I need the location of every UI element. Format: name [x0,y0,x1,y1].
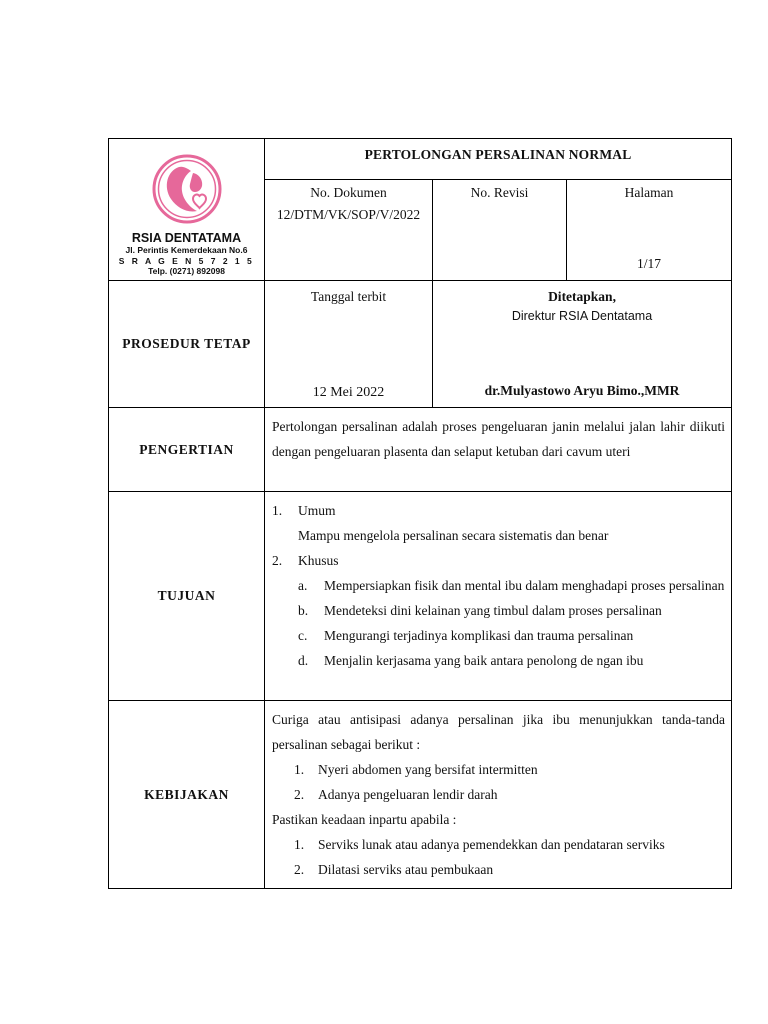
kebijakan-content [265,701,732,889]
issued-date: 12 Mei 2022 [312,385,385,400]
sop-table [108,138,732,889]
list-item: c. Mengurangi terjadinya komplikasi dan trauma persalinan [298,628,634,643]
hospital-city: S R A G E N 5 7 2 1 5 [118,255,255,266]
pengertian-label: PENGERTIAN [109,408,265,492]
doc-number-label: No. Dokumen [310,185,387,200]
list-item: 1. Serviks lunak atau adanya pemendekkan dan pendataran serviks [294,837,665,852]
list-item: 2. Dilatasi serviks atau pembukaan [294,862,494,877]
list-item: 1. Umum [272,503,336,518]
pengertian-text: Pertolongan persalinan adalah proses pengeluaran janin melalui jalan lahir diikuti dengan pengeluaran plasenta dan selaput ketuban dari cavum uteri [265,408,732,492]
hospital-logo-cell [109,139,265,281]
hospital-phone: Telp. (0271) 892098 [148,266,225,276]
approval-cell [433,281,732,408]
approval-label: Ditetapkan, [548,289,616,304]
page-value: 1/17 [637,256,662,271]
list-item: 2. Khusus [272,553,339,568]
list-item: 2. Adanya pengeluaran lendir darah [294,787,498,802]
approval-role: Direktur RSIA Dentatama [511,309,653,323]
revision-cell [433,180,567,281]
doc-number-value: 12/DTM/VK/SOP/V/2022 [276,207,421,222]
list-item: a. Mempersiapkan fisik dan mental ibu dalam menghadapi proses persalinan [298,578,725,593]
list-item: 1. Nyeri abdomen yang bersifat intermitten [294,762,538,777]
kebijakan-confirm-intro: Pastikan keadaan inpartu apabila : [272,812,457,827]
issued-cell [265,281,433,408]
tujuan-umum-text: Mampu mengelola persalinan secara sistematis dan benar [298,528,609,543]
page-label: Halaman [624,185,674,200]
document-type-label: PROSEDUR TETAP [109,281,265,408]
hospital-address: Jl. Perintis Kemerdekaan No.6 [125,245,248,255]
issued-label: Tanggal terbit [310,289,387,304]
approver-name: dr.Mulyastowo Aryu Bimo.,MMR [484,383,680,398]
document-title: PERTOLONGAN PERSALINAN NORMAL [265,139,732,180]
kebijakan-label: KEBIJAKAN [109,701,265,889]
mother-child-heart-logo-icon [151,153,223,225]
list-item: d. Menjalin kerjasama yang baik antara penolong de ngan ibu [298,653,644,668]
revision-label: No. Revisi [470,185,529,200]
doc-number-cell [265,180,433,281]
hospital-name: RSIA DENTATAMA [131,231,242,245]
tujuan-label: TUJUAN [109,492,265,701]
kebijakan-intro: Curiga atau antisipasi adanya persalinan jika ibu menunjukkan tanda-tanda persalinan sebagai berikut : [272,712,726,752]
page-cell [567,180,732,281]
list-item: b. Mendeteksi dini kelainan yang timbul dalam proses persalinan [298,603,662,618]
tujuan-content [265,492,732,701]
